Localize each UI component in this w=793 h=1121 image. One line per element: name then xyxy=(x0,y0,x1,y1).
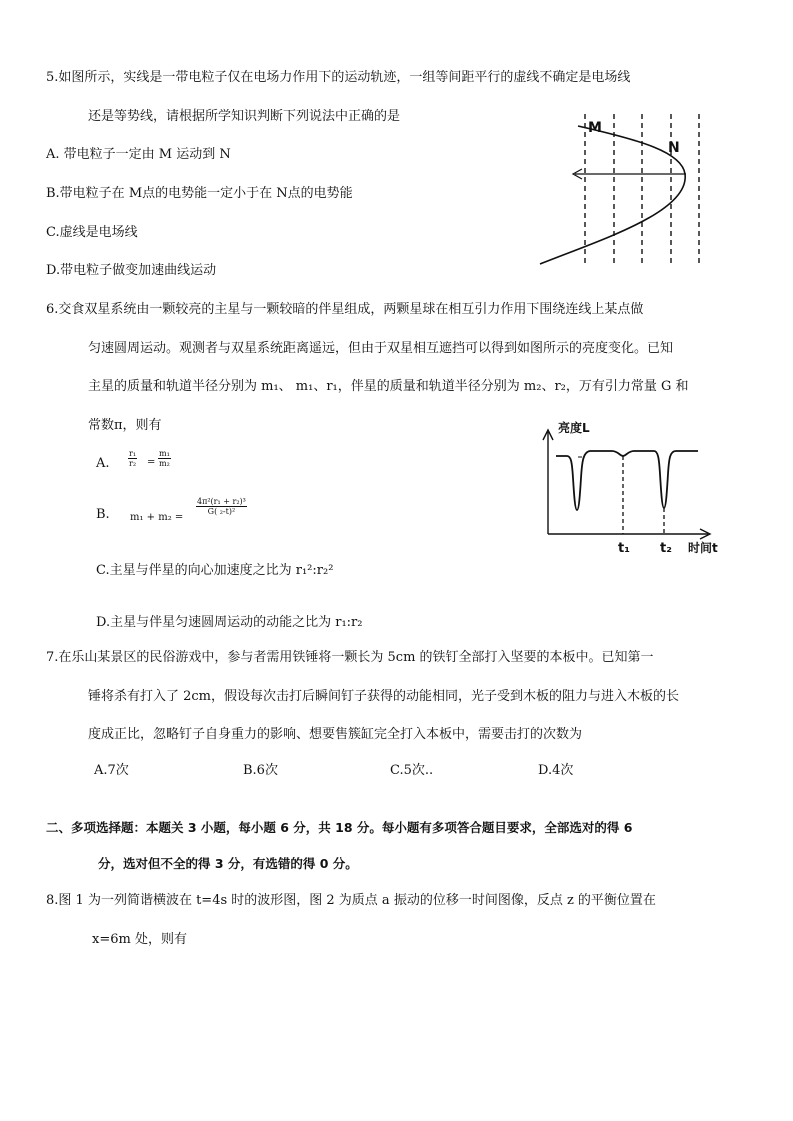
q6-option-b-frac xyxy=(196,497,247,516)
q6-option-d: D.主星与伴星匀速圆周运动的动能之比为 r₁:r₂ xyxy=(96,615,363,630)
q8-stem-line1: 8.图 1 为一列简谐横波在 t=4s 时的波形图，图 2 为质点 a 振动的位移一时间图像，反点 z 的平衡位置在 xyxy=(46,893,656,908)
q5-label-m: M xyxy=(588,120,602,136)
q5-stem-line1: 5.如图所示，实线是一带电粒子仅在电场力作用下的运动轨迹，一组等间距平行的虚线不确定是电场线 xyxy=(46,70,631,85)
q5-option-b: B.带电粒子在 M点的电势能一定小于在 N点的电势能 xyxy=(46,186,353,201)
q6-y-label: 亮度L xyxy=(558,421,590,435)
section2-heading-line1: 二、多项选择题：本题关 3 小题，每小题 6 分，共 18 分。每小题有多项答合题目要求，全部选对的得 6 xyxy=(46,820,633,835)
q6-option-a-den-left: r₂ xyxy=(129,459,137,468)
section2-heading-line2: 分，选对但不全的得 3 分，有选错的得 0 分。 xyxy=(98,856,358,871)
q6-stem-line3: 主星的质量和轨道半径分别为 m₁、 m₁、r₁，伴星的质量和轨道半径分别为 m₂、r₂，万有引力常量 G 和 xyxy=(88,379,689,394)
q6-brightness-curve xyxy=(556,451,698,510)
q7-option-d: D.4次 xyxy=(538,763,574,778)
q7-option-a: A.7次 xyxy=(94,763,129,778)
q6-option-a-frac-right xyxy=(158,449,171,468)
q7-option-c: C.5次.. xyxy=(390,763,434,778)
q6-stem-line1: 6.交食双星系统由一颗较亮的主星与一颗较暗的伴星组成，两颗星球在相互引力作用下围绕连线上某点做 xyxy=(46,302,644,317)
q5-option-a: A. 带电粒子一定由 M 运动到 N xyxy=(46,147,231,162)
q6-option-a-frac-left xyxy=(128,449,137,468)
q7-stem-line2: 锤将杀有打入了 2cm，假设每次击打后瞬间钉子获得的动能相同，光子受到木板的阻力与进入木板的长 xyxy=(88,689,680,704)
q5-option-d: D.带电粒子做变加速曲线运动 xyxy=(46,263,217,278)
q6-option-a-num-right: m₁ xyxy=(159,449,170,458)
q8-stem-line2: x=6m 处，则有 xyxy=(92,932,187,947)
q6-t2-label: t₂ xyxy=(660,541,672,556)
q6-option-b-den: G( ₂-t)² xyxy=(207,507,236,516)
q7-stem-line3: 度成正比，忽略钉子自身重力的影响、想要售簇缸完全打入本板中，需要击打的次数为 xyxy=(88,727,583,742)
q6-option-b-lhs: m₁ + m₂ = xyxy=(130,512,184,523)
q6-option-c: C.主星与伴星的向心加速度之比为 r₁²:r₂² xyxy=(96,563,334,578)
q5-option-c: C.虚线是电场线 xyxy=(46,225,138,240)
q5-figure xyxy=(530,112,710,270)
q6-t1-label: t₁ xyxy=(618,541,630,556)
q6-stem-line4: 常数π，则有 xyxy=(88,418,162,433)
q6-option-b-label: B. xyxy=(96,507,110,522)
q6-option-a-num-left: r₁ xyxy=(129,449,137,458)
q6-stem-line2: 匀速圆周运动。观测者与双星系统距离遥远，但由于双星相互遮挡可以得到如图所示的亮度变化。已知 xyxy=(88,341,674,356)
q5-trajectory xyxy=(540,126,685,264)
q6-option-a-den-right: m₂ xyxy=(159,459,170,468)
q5-label-n: N xyxy=(668,140,680,156)
q6-option-a-label: A. xyxy=(96,456,110,471)
q6-option-a-eq: = xyxy=(147,457,156,468)
q5-stem-line2: 还是等势线，请根据所学知识判断下列说法中正确的是 xyxy=(88,109,401,124)
q7-option-b: B.6次 xyxy=(243,763,278,778)
q6-x-label: 时间t xyxy=(688,541,718,555)
q6-option-b-num: 4π²(r₁ + r₂)³ xyxy=(197,497,246,506)
q7-stem-line1: 7.在乐山某景区的民俗游戏中，参与者需用铁锤将一颗长为 5cm 的铁钉全部打入坚要的本板中。已知第一 xyxy=(46,650,654,665)
q6-brightness-graph xyxy=(530,418,730,560)
